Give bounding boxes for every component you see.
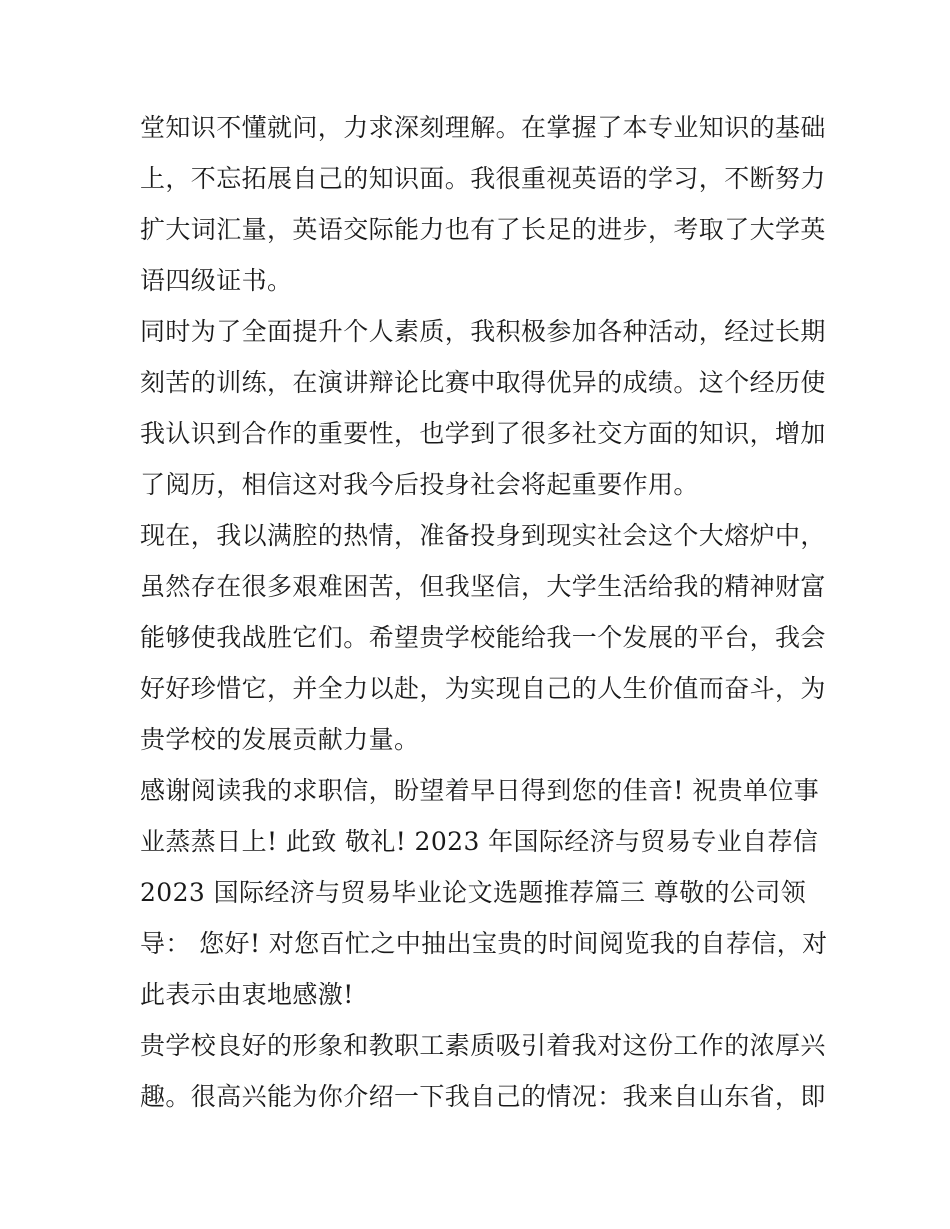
- text-line: 导： 您好! 对您百忙之中抽出宝贵的时间阅览我的自荐信，对: [140, 929, 828, 958]
- text-line: 趣。很高兴能为你介绍一下我自己的情况：我来自山东省，即: [140, 1082, 826, 1111]
- text-line: 现在，我以满腔的热情，准备投身到现实社会这个大熔炉中，: [140, 521, 826, 550]
- text-line: 业蒸蒸日上! 此致 敬礼! 2023 年国际经济与贸易专业自荐信: [140, 827, 819, 856]
- text-line: 堂知识不懂就问，力求深刻理解。在掌握了本专业知识的基础: [140, 113, 826, 142]
- text-line: 2023 国际经济与贸易毕业论文选题推荐篇三 尊敬的公司领: [140, 878, 807, 907]
- text-line: 同时为了全面提升个人素质，我积极参加各种活动，经过长期: [140, 317, 826, 346]
- text-line: 贵学校良好的形象和教职工素质吸引着我对这份工作的浓厚兴: [140, 1031, 826, 1060]
- text-line: 能够使我战胜它们。希望贵学校能给我一个发展的平台，我会: [140, 623, 826, 652]
- text-line: 我认识到合作的重要性，也学到了很多社交方面的知识，增加: [140, 419, 826, 448]
- text-line: 上，不忘拓展自己的知识面。我很重视英语的学习，不断努力: [140, 164, 826, 193]
- body-text: [140, 102, 830, 1122]
- text-line: 刻苦的训练，在演讲辩论比赛中取得优异的成绩。这个经历使: [140, 368, 826, 397]
- text-line: 虽然存在很多艰难困苦，但我坚信，大学生活给我的精神财富: [140, 572, 826, 601]
- text-line: 好好珍惜它，并全力以赴，为实现自己的人生价值而奋斗，为: [140, 674, 826, 703]
- text-line: 了阅历，相信这对我今后投身社会将起重要作用。: [140, 470, 699, 499]
- text-line: 此表示由衷地感激!: [140, 980, 354, 1009]
- text-line: 语四级证书。: [140, 266, 293, 295]
- text-line: 扩大词汇量，英语交际能力也有了长足的进步，考取了大学英: [140, 215, 826, 244]
- text-line: 贵学校的发展贡献力量。: [140, 725, 420, 754]
- text-line: 感谢阅读我的求职信，盼望着早日得到您的佳音! 祝贵单位事: [140, 776, 820, 805]
